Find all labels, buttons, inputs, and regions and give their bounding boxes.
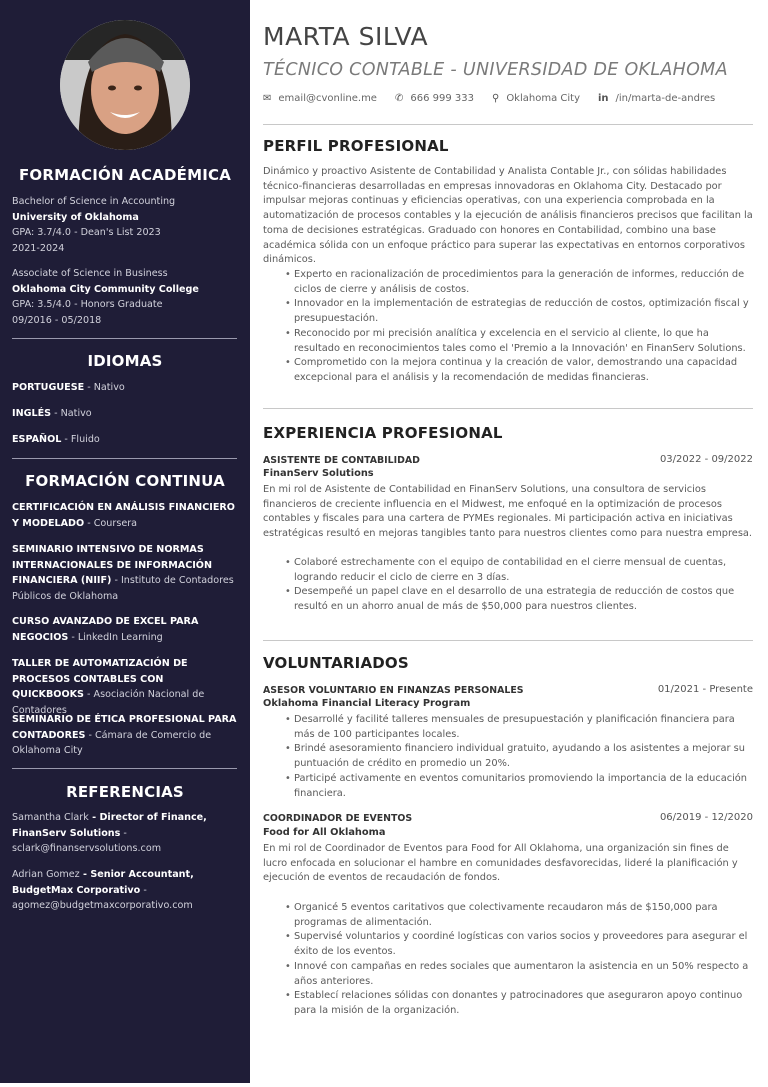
candidate-name: MARTA SILVA: [263, 22, 429, 51]
profile-summary: Dinámico y proactivo Asistente de Contabilidad y Analista Contable Jr., con sólidas habilidades técnico-financieras desarrolladas en empresas innovadoras en Oklahoma City. Destacado por impulsar mejoras continuas y eficiencias operativas, con una experiencia comprobada en la automatización de procesos contables y la ejecución de análisis financieros precisos que facilitan la toma de decisiones estratégicas. Graduado con honores en Contabilidad, combino una base académica sólida con un enfoque práctico para superar las expectativas en entornos corporativos dinámicos.: [263, 166, 753, 266]
list-item: • Comprometido con la mejora continua y la creación de valor, demostrando una capacidad excepcional para el análisis y la recomendación de medidas financieras.: [285, 356, 753, 385]
school: University of Oklahoma: [12, 211, 139, 223]
contact-linkedin[interactable]: [598, 93, 715, 104]
education-item: [12, 266, 238, 328]
list-item: • Establecí relaciones sólidas con donantes y patrocinadores que aseguraron apoyo continuo para la misión de la organización.: [285, 989, 753, 1018]
divider: [263, 640, 753, 641]
language-item: [12, 406, 92, 422]
volunteering-title: VOLUNTARIADOS: [263, 654, 409, 672]
degree: Bachelor of Science in Accounting: [12, 196, 176, 207]
divider: [12, 458, 237, 459]
contact-phone-text: 666 999 333: [410, 93, 474, 104]
experience-title: EXPERIENCIA PROFESIONAL: [263, 424, 503, 442]
list-item: • Reconocido por mi precisión analítica y excelencia en el servicio al cliente, lo que ha resultado en reconocimientos tales como el 'Premio a la Innovación' en FinanServ Solutions.: [285, 327, 753, 356]
gpa: GPA: 3.5/4.0 - Honors Graduate: [12, 299, 163, 310]
list-item: • Desempeñé un papel clave en el desarrollo de una estrategia de reducción de costos que resultó en un ahorro anual de más de $50,000 para nuestros clientes.: [285, 585, 753, 614]
list-item: • Colaboré estrechamente con el equipo de contabilidad en el cierre mensual de cuentas, logrando reducir el ciclo de cierre en 3 días.: [285, 556, 753, 585]
profile-bullets: [285, 268, 753, 386]
job-title: COORDINADOR DE EVENTOS: [263, 813, 413, 824]
course-name: SEMINARIO DE ÉTICA PROFESIONAL PARA CONTADORES: [12, 714, 237, 741]
reference-email[interactable]: - sclark@finanservsolutions.com: [12, 827, 162, 854]
profile-photo: [60, 20, 190, 150]
list-item: • Innové con campañas en redes sociales que aumentaron la asistencia en un 50% respecto a años anteriores.: [285, 960, 753, 989]
job-subtitle: TÉCNICO CONTABLE - UNIVERSIDAD DE OKLAHOMA: [263, 60, 728, 80]
phone-icon: ✆: [394, 93, 404, 104]
course-provider: - Coursera: [84, 517, 138, 529]
job-bullets: [285, 556, 753, 615]
sidebar: [0, 0, 250, 1083]
location-pin-icon: ⚲: [491, 93, 500, 104]
reference-name: Adrian Gomez: [12, 869, 80, 880]
list-item: • Supervisé voluntarios y coordiné logísticas con varios socios y proveedores para asegurar el éxito de los eventos.: [285, 930, 753, 959]
language-item: [12, 432, 100, 448]
language-level: - Fluido: [61, 434, 100, 445]
list-item: • Experto en racionalización de procedimientos para la generación de informes, reducción de ciclos de cierre y análisis de costos.: [285, 268, 753, 297]
course-item: [12, 542, 238, 604]
divider: [263, 124, 753, 125]
list-item: • Organicé 5 eventos caritativos que colectivamente recaudaron más de $150,000 para programas de alimentación.: [285, 901, 753, 930]
course-provider: - Cámara de Comercio de Oklahoma City: [12, 729, 212, 756]
list-item: • Innovador en la implementación de estrategias de reducción de costos, optimización fiscal y presupuestación.: [285, 297, 753, 326]
reference-item: [12, 810, 238, 857]
job-bullets: [285, 713, 753, 801]
references-title: REFERENCIAS: [66, 783, 184, 801]
course-provider: - LinkedIn Learning: [68, 631, 163, 643]
contact-phone[interactable]: [395, 93, 474, 104]
reference-name: Samantha Clark: [12, 812, 89, 823]
avatar-icon: [60, 20, 190, 150]
languages-title: IDIOMAS: [87, 352, 163, 370]
contact-email[interactable]: [263, 93, 377, 104]
language-name: INGLÉS: [12, 408, 52, 419]
course-name: SEMINARIO INTENSIVO DE NORMAS INTERNACIONALES DE INFORMACIÓN FINANCIERA (NIIF): [12, 544, 212, 586]
course-item: [12, 500, 238, 531]
degree: Associate of Science in Business: [12, 268, 168, 279]
education-title: FORMACIÓN ACADÉMICA: [18, 166, 232, 184]
job-org: Oklahoma Financial Literacy Program: [263, 698, 471, 709]
job-title: ASISTENTE DE CONTABILIDAD: [263, 455, 420, 466]
language-name: PORTUGUESE: [12, 382, 85, 393]
language-name: ESPAÑOL: [12, 434, 62, 445]
gpa: GPA: 3.7/4.0 - Dean's List 2023: [12, 227, 161, 238]
reference-email[interactable]: - agomez@budgetmaxcorporativo.com: [12, 884, 193, 911]
school: Oklahoma City Community College: [12, 283, 199, 295]
contact-email-text: email@cvonline.me: [278, 93, 377, 104]
reference-item: [12, 867, 238, 914]
job-title: ASESOR VOLUNTARIO EN FINANZAS PERSONALES: [263, 685, 524, 696]
list-item: • Desarrollé y facilité talleres mensuales de presupuestación y planificación financiera para más de 100 participantes locales.: [285, 713, 753, 742]
reference-role: - Senior Accountant, BudgetMax Corporativo: [12, 869, 194, 896]
course-item: [12, 656, 238, 718]
job-bullets: [285, 901, 753, 1019]
course-name: CURSO AVANZADO DE EXCEL PARA NEGOCIOS: [12, 616, 199, 643]
contact-location-text: Oklahoma City: [506, 93, 580, 104]
reference-role: - Director of Finance, FinanServ Solutions: [12, 812, 207, 839]
contact-bar: [263, 93, 733, 104]
dates: 2021-2024: [12, 242, 65, 254]
course-provider: - Asociación Nacional de Contadores: [12, 689, 205, 716]
linkedin-icon: in: [597, 93, 609, 104]
mail-icon: ✉: [263, 93, 272, 104]
education-item: [12, 194, 238, 256]
course-item: [12, 614, 238, 645]
contact-linkedin-text: /in/marta-de-andres: [615, 93, 716, 104]
divider: [12, 338, 237, 339]
profile-title: PERFIL PROFESIONAL: [263, 137, 449, 155]
course-provider: - Instituto de Contadores Públicos de Oklahoma: [12, 575, 234, 602]
course-name: CERTIFICACIÓN EN ANÁLISIS FINANCIERO Y MODELADO: [12, 502, 235, 529]
language-item: [12, 380, 125, 396]
job-description: En mi rol de Asistente de Contabilidad en FinanServ Solutions, una consultora de servicios financieros de creciente influencia en el Midwest, me enfoqué en la optimización de procesos contables y fiscales para una cartera de PYMEs regionales. Mi participación activa en iniciativas estratégicas resultó en mejoras tangibles tanto para nuestros clientes como para nuestra empresa.: [263, 484, 753, 540]
course-item: [12, 712, 238, 759]
courses-title: FORMACIÓN CONTINUA: [25, 472, 225, 490]
list-item: • Participé activamente en eventos comunitarios promoviendo la importancia de la educación financiera.: [285, 772, 753, 801]
contact-location: [492, 93, 580, 104]
list-item: • Brindé asesoramiento financiero individual gratuito, ayudando a los asistentes a mejorar su puntuación de crédito en promedio un 20%.: [285, 742, 753, 771]
job-org: Food for All Oklahoma: [263, 827, 386, 838]
dates: 09/2016 - 05/2018: [12, 314, 102, 326]
job-dates: 03/2022 - 09/2022: [659, 454, 753, 465]
language-level: - Nativo: [51, 408, 92, 419]
job-org: FinanServ Solutions: [263, 468, 374, 479]
divider: [12, 768, 237, 769]
job-description: En mi rol de Coordinador de Eventos para Food for All Oklahoma, una organización sin fines de lucro enfocada en solucionar el hambre en comunidades desfavorecidas, lideré la planificación y ejecución de eventos de recaudación de fondos.: [263, 843, 738, 884]
course-name: TALLER DE AUTOMATIZACIÓN DE PROCESOS CONTABLES CON QUICKBOOKS: [12, 658, 188, 700]
job-dates: 01/2021 - Presente: [657, 684, 753, 695]
divider: [263, 408, 753, 409]
job-dates: 06/2019 - 12/2020: [659, 812, 753, 823]
language-level: - Nativo: [84, 382, 125, 393]
